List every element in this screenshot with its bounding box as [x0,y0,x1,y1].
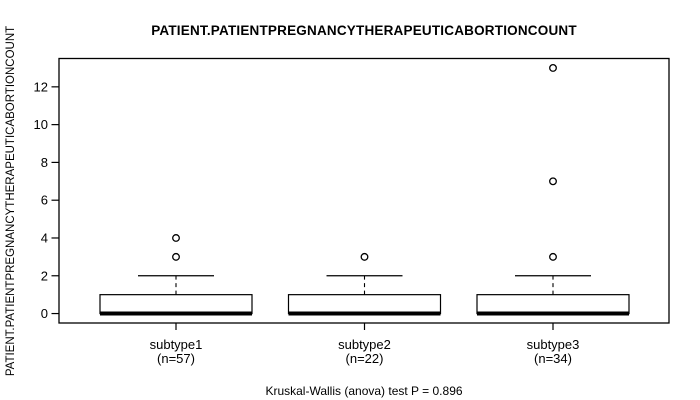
outlier-point [173,235,180,242]
outlier-point [550,254,557,261]
group-label: subtype1 [149,337,203,352]
y-tick-label: 10 [33,117,48,133]
group-count-label: (n=57) [157,351,195,366]
outlier-point [173,254,180,261]
y-tick-label: 4 [40,230,48,246]
box-subtype3 [477,295,629,314]
group-count-label: (n=22) [345,351,384,366]
outlier-point [550,178,557,185]
y-axis-label: PATIENT.PATIENTPREGNANCYTHERAPEUTICABORTIONCOUNT [5,25,17,377]
stat-test-annotation: Kruskal-Wallis (anova) test P = 0.896 [265,384,463,398]
box-subtype2 [289,295,441,314]
y-tick-label: 8 [40,154,48,170]
outlier-point [361,254,368,261]
group-label: subtype2 [338,337,391,352]
y-tick-label: 0 [40,306,48,322]
group-count-label: (n=34) [534,351,572,366]
y-tick-label: 2 [40,268,48,284]
y-tick-label: 6 [40,192,48,208]
chart-title: PATIENT.PATIENTPREGNANCYTHERAPEUTICABORTIONCOUNT [151,23,577,38]
group-label: subtype3 [526,337,580,352]
box-subtype1 [100,295,252,314]
outlier-point [550,65,557,72]
y-tick-label: 12 [33,79,48,95]
